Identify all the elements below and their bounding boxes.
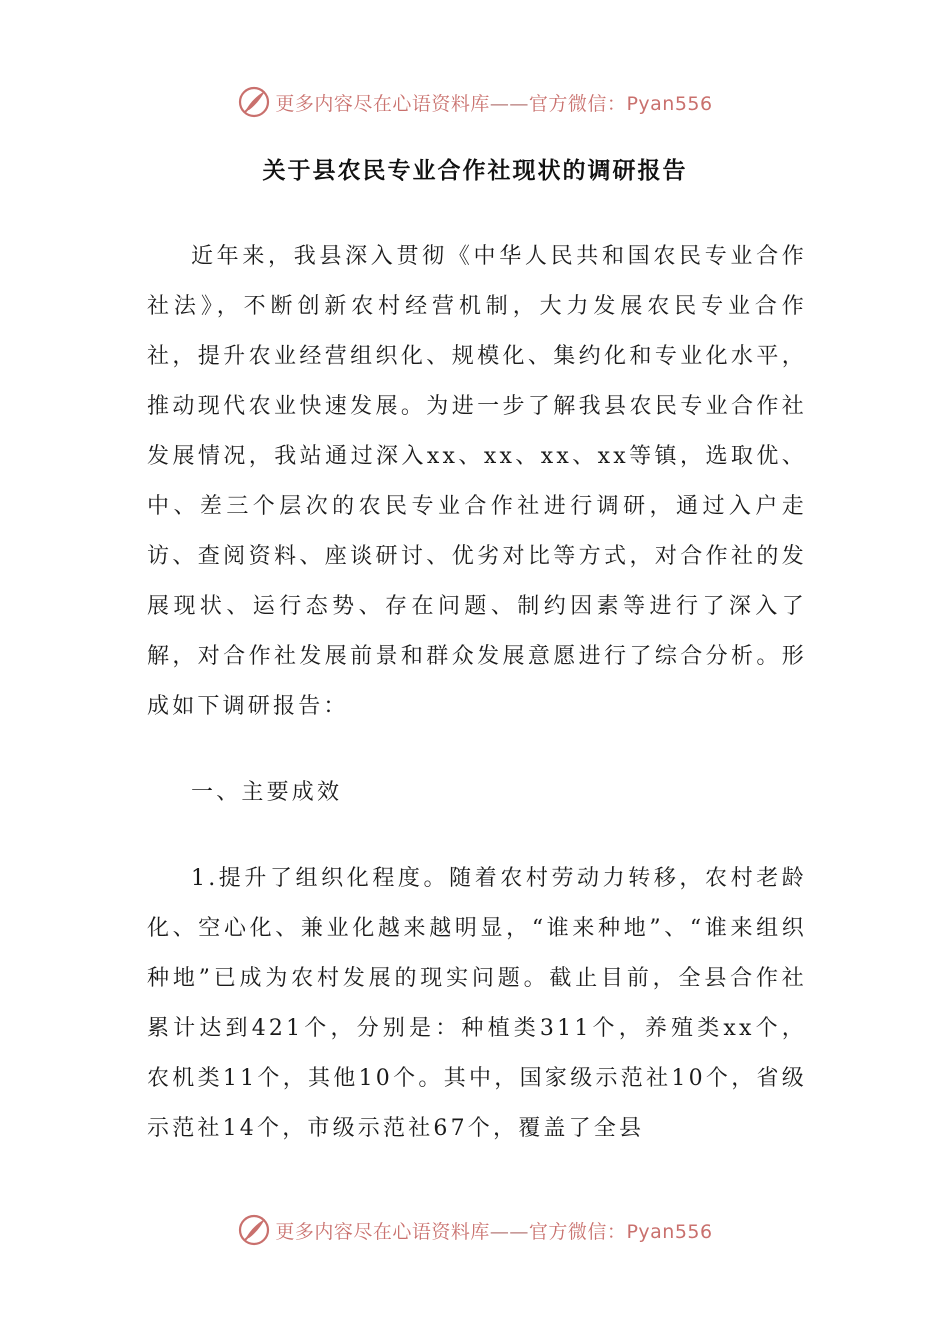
quill-pen-icon [237, 1213, 271, 1247]
section-item-paragraph: 1.提升了组织化程度。随着农村劳动力转移，农村老龄化、空心化、兼业化越来越明显，“谁来种地”、“谁来组织种地”已成为农村发展的现实问题。截止目前，全县合作社累计达到421个，分别是：种植类311个，养殖类xx个，农机类11个，其他10个。其中，国家级示范社10个，省级示范社14个，市级示范社67个，覆盖了全县 [147, 866, 807, 1141]
header-watermark [0, 82, 950, 122]
section-heading: 一、主要成效 [191, 780, 343, 805]
footer-watermark [0, 1210, 950, 1250]
document-body [147, 232, 807, 1154]
intro-paragraph: 近年来，我县深入贯彻《中华人民共和国农民专业合作社法》，不断创新农村经营机制，大力发展农民专业合作社，提升农业经营组织化、规模化、集约化和专业化水平，推动现代农业快速发展。为进一步了解我县农民专业合作社发展情况，我站通过深入xx、xx、xx、xx等镇，选取优、中、差三个层次的农民专业合作社进行调研，通过入户走访、查阅资料、座谈研讨、优劣对比等方式，对合作社的发展现状、运行态势、存在问题、制约因素等进行了深入了解，对合作社发展前景和群众发展意愿进行了综合分析。形成如下调研报告： [147, 244, 807, 719]
quill-pen-icon [237, 85, 271, 119]
document-title: 关于县农民专业合作社现状的调研报告 [262, 157, 688, 184]
watermark-text: 更多内容尽在心语资料库——官方微信：Pyan556 [275, 92, 713, 115]
watermark-text: 更多内容尽在心语资料库——官方微信：Pyan556 [275, 1220, 713, 1243]
